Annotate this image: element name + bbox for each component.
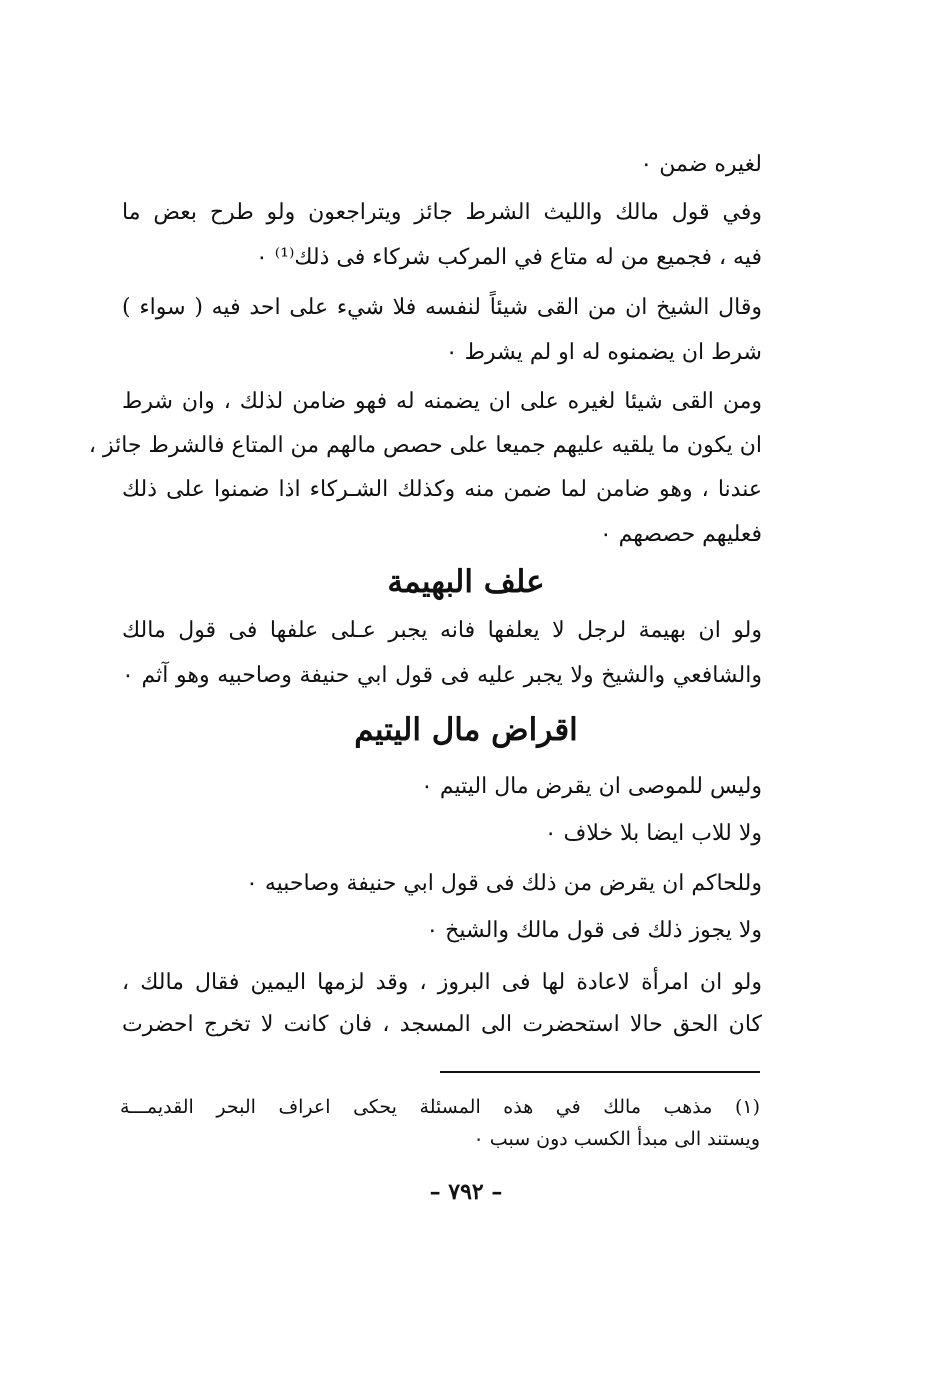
text-line: ولا للاب ايضا بلا خلاف ٠ — [544, 821, 762, 846]
text-line: وللحاكم ان يقرض من ذلك فى قول ابي حنيفة وصاحبيه ٠ — [246, 871, 762, 896]
text-line: ان يكون ما يلقيه عليهم جميعا على حصص مالهم من المتاع فالشرط جائز ، — [88, 433, 762, 458]
footnote-line: ويستند الى مبدأ الكسب دون سبب ٠ — [473, 1128, 760, 1150]
text-line: كان الحق حالا استحضرت الى المسجد ، فان كانت لا تخرج احضرت — [122, 1012, 762, 1037]
text-line: فعليهم حصصهم ٠ — [599, 522, 762, 547]
text-line: عندنا ، وهو ضامن لما ضمن منه وكذلك الشـركاء اذا ضمنوا على ذلك — [122, 477, 762, 502]
text-line: شرط ان يضمنوه له او لم يشرط ٠ — [445, 340, 762, 365]
text-line: وقال الشيخ ان من القى شيئاً لنفسه فلا شيء على احد فيه ( سواء ) — [122, 295, 762, 320]
footnote-separator — [440, 1071, 760, 1073]
text-line: فيه ، فجميع من له متاع في المركب شركاء فى ذلك⁽¹⁾ ٠ — [255, 245, 762, 270]
section-heading: علف البهيمة — [387, 564, 545, 600]
text-line: ومن القى شيئا لغيره على ان يضمنه له فهو ضامن لذلك ، وان شرط — [122, 389, 762, 414]
text-line: وفي قول مالك والليث الشرط جائز ويتراجعون ولو طرح بعض ما — [122, 200, 762, 225]
text-line: والشافعي والشيخ ولا يجبر عليه فى قول ابي حنيفة وصاحبيه وهو آثم ٠ — [122, 663, 762, 688]
text-line: ولا يجوز ذلك فى قول مالك والشيخ ٠ — [426, 918, 762, 943]
text-line: ولو ان بهيمة لرجل لا يعلفها فانه يجبر عـلى علفها فى قول مالك — [122, 618, 762, 643]
section-heading: اقراض مال اليتيم — [354, 712, 578, 748]
text-line: ولو ان امرأة لاعادة لها فى البروز ، وقد لزمها اليمين فقال مالك ، — [122, 970, 762, 995]
text-line: وليس للموصى ان يقرض مال اليتيم ٠ — [421, 774, 762, 799]
text-line: لغيره ضمن ٠ — [640, 152, 762, 177]
page-number: – ٧٩٢ – — [429, 1179, 503, 1205]
footnote-line: (١) مذهب مالك في هذه المسئلة يحكى اعراف البحر القديمـــة — [120, 1096, 760, 1118]
